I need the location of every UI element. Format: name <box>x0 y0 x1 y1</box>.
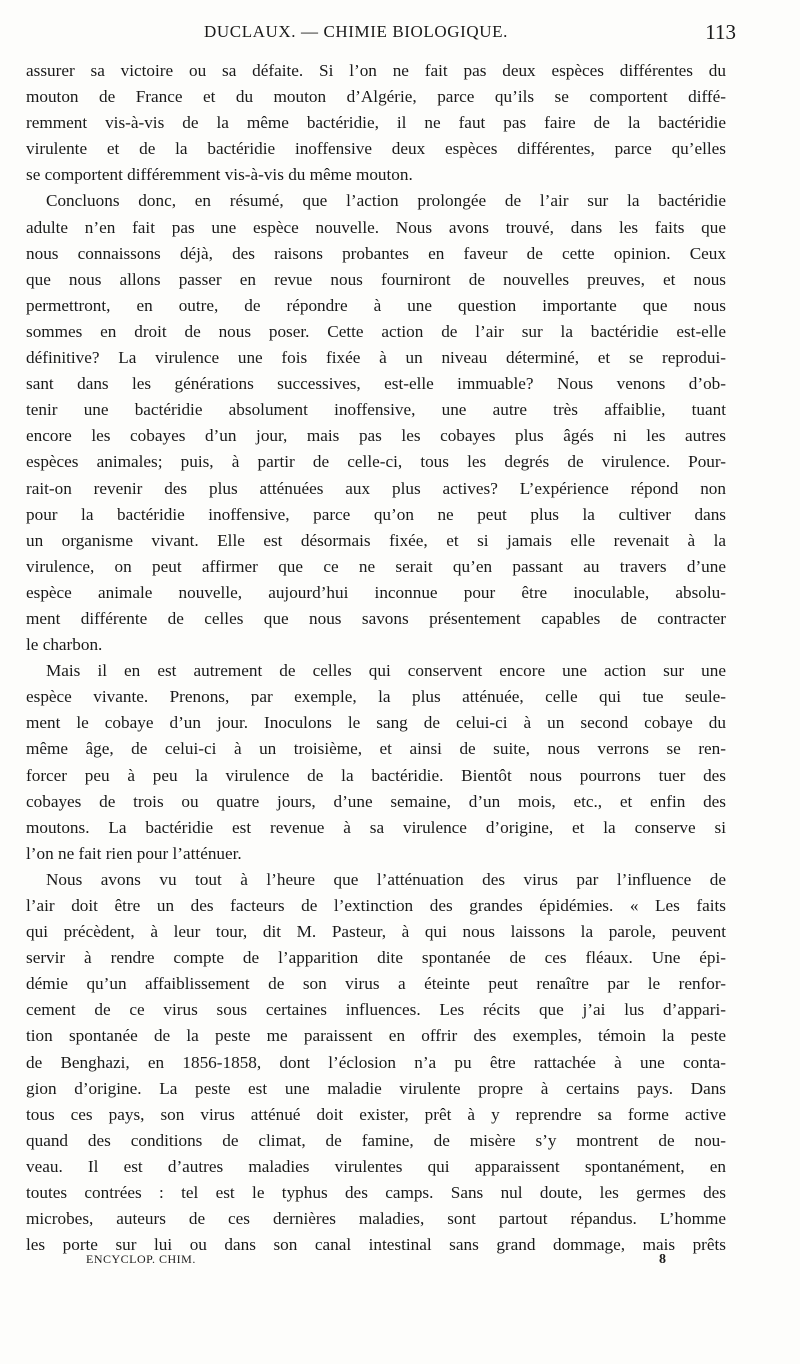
body-text <box>26 58 726 1258</box>
text-line: définitive? La virulence une fois fixée à un niveau déterminé, et se reprodui- <box>26 348 726 368</box>
text-line: tion spontanée de la peste me paraissent en offrir des exemples, témoin la peste <box>26 1026 726 1046</box>
text-line: nous connaissons déjà, des raisons probantes en faveur de cette opinion. Ceux <box>26 243 726 263</box>
text-line: servir à rendre compte de l’apparition dite spontanée de ces fléaux. Une épi- <box>26 948 726 968</box>
text-line: encore les cobayes d’un jour, mais pas les cobayes plus âgés ni les autres <box>26 426 726 446</box>
text-line: assurer sa victoire ou sa défaite. Si l’on ne fait pas deux espèces différentes du <box>26 61 726 80</box>
text-line: tenir une bactéridie absolument inoffensive, une autre très affaiblie, tuant <box>26 400 726 420</box>
text-line: l’on ne fait rien pour l’atténuer. <box>26 843 242 863</box>
text-line: cement de ce virus sous certaines influences. Les récits que j’ai lus d’appari- <box>26 1000 726 1020</box>
text-line: que nous allons passer en revue nous fourniront de nouvelles preuves, et nous <box>26 269 726 289</box>
running-title: DUCLAUX. — CHIMIE BIOLOGIQUE. <box>204 22 509 41</box>
text-line: sommes en droit de nous poser. Cette action de l’air sur la bactéridie est-elle <box>26 321 726 341</box>
text-line: rait-on revenir des plus atténuées aux plus actives? L’expérience répond non <box>26 478 726 498</box>
text-line: sant dans les générations successives, est-elle immuable? Nous venons d’ob- <box>26 374 726 394</box>
text-line: se comportent différemment vis-à-vis du même mouton. <box>26 165 413 185</box>
text-line: l’air doit être un des facteurs de l’extinction des grandes épidémies. « Les faits <box>26 896 726 915</box>
text-line: espèces animales; puis, à partir de celle-ci, tous les degrés de virulence. Pour- <box>26 452 726 472</box>
text-line: forcer peu à peu la virulence de la bactéridie. Bientôt nous pourrons tuer des <box>26 765 726 785</box>
paragraph-start-line: Nous avons vu tout à l’heure que l’atténuation des virus par l’influence de <box>46 869 726 889</box>
text-line: virulence, on peut affirmer que ce ne serait qu’en passant au travers d’une <box>26 556 726 576</box>
text-line: un organisme vivant. Elle est désormais fixée, et si jamais elle revenait à la <box>26 530 726 550</box>
running-head <box>24 20 736 46</box>
text-line: même âge, de celui-ci à un troisième, et ainsi de suite, nous verrons se ren- <box>26 739 726 759</box>
signature-mark: ENCYCLOP. CHIM. <box>86 1252 196 1266</box>
text-line: pour la bactéridie inoffensive, parce qu’on ne peut plus la cultiver dans <box>26 504 726 524</box>
text-line: veau. Il est d’autres maladies virulentes qui apparaissent spontanément, en <box>26 1156 726 1176</box>
text-line: gion d’origine. La peste est une maladie virulente propre à certains pays. Dans <box>26 1078 726 1098</box>
text-line: le charbon. <box>26 635 103 655</box>
page-number: 113 <box>705 20 736 44</box>
text-line: les porte sur lui ou dans son canal intestinal sans grand dommage, mais prêts <box>26 1235 726 1255</box>
text-line: permettront, en outre, de répondre à une question importante que nous <box>26 295 726 315</box>
text-line: toutes contrées : tel est le typhus des camps. Sans nul doute, les germes des <box>26 1183 726 1203</box>
text-line: cobayes de trois ou quatre jours, d’une semaine, d’un mois, etc., et enfin des <box>26 791 726 811</box>
text-line: adulte n’en fait pas une espèce nouvelle. Nous avons trouvé, dans les faits que <box>26 217 726 237</box>
text-line: espèce vivante. Prenons, par exemple, la plus atténuée, celle qui tue seule- <box>26 687 726 707</box>
text-line: espèce animale nouvelle, aujourd’hui inconnue pour être inoculable, absolu- <box>26 582 726 602</box>
text-line: de Benghazi, en 1856-1858, dont l’éclosion n’a pu être rattachée à une conta- <box>26 1052 726 1072</box>
paragraph-start-line: Concluons donc, en résumé, que l’action prolongée de l’air sur la bactéridie <box>46 191 726 211</box>
text-line: ment le cobaye d’un jour. Inoculons le sang de celui-ci à un second cobaye du <box>26 713 726 733</box>
signature-number: 8 <box>659 1252 666 1267</box>
text-line: virulente et de la bactéridie inoffensive deux espèces différentes, parce qu’elles <box>26 139 726 159</box>
text-line: remment vis-à-vis de la même bactéridie, il ne faut pas faire de la bactéridie <box>26 113 726 133</box>
paragraph-start-line: Mais il en est autrement de celles qui conservent encore une action sur une <box>46 661 726 681</box>
text-line: microbes, auteurs de ces dernières maladies, sont partout répandus. L’homme <box>26 1209 726 1229</box>
text-line: mouton de France et du mouton d’Algérie, parce qu’ils se comportent diffé- <box>26 87 726 107</box>
text-line: démie qu’un affaiblissement de son virus a éteinte peut renaître par le renfor- <box>26 974 726 994</box>
text-line: tous ces pays, son virus atténué doit exister, prêt à y reprendre sa forme active <box>26 1104 726 1124</box>
signature-footer <box>86 1252 666 1272</box>
text-line: quand des conditions de climat, de famine, de misère s’y montrent de nou- <box>26 1130 726 1150</box>
text-line: qui précèdent, à leur tour, dit M. Pasteur, à qui nous laissons la parole, peuvent <box>26 922 726 942</box>
text-line: moutons. La bactéridie est revenue à sa virulence d’origine, et la conserve si <box>26 817 726 837</box>
text-line: ment différente de celles que nous savons présentement capables de contracter <box>26 608 726 628</box>
